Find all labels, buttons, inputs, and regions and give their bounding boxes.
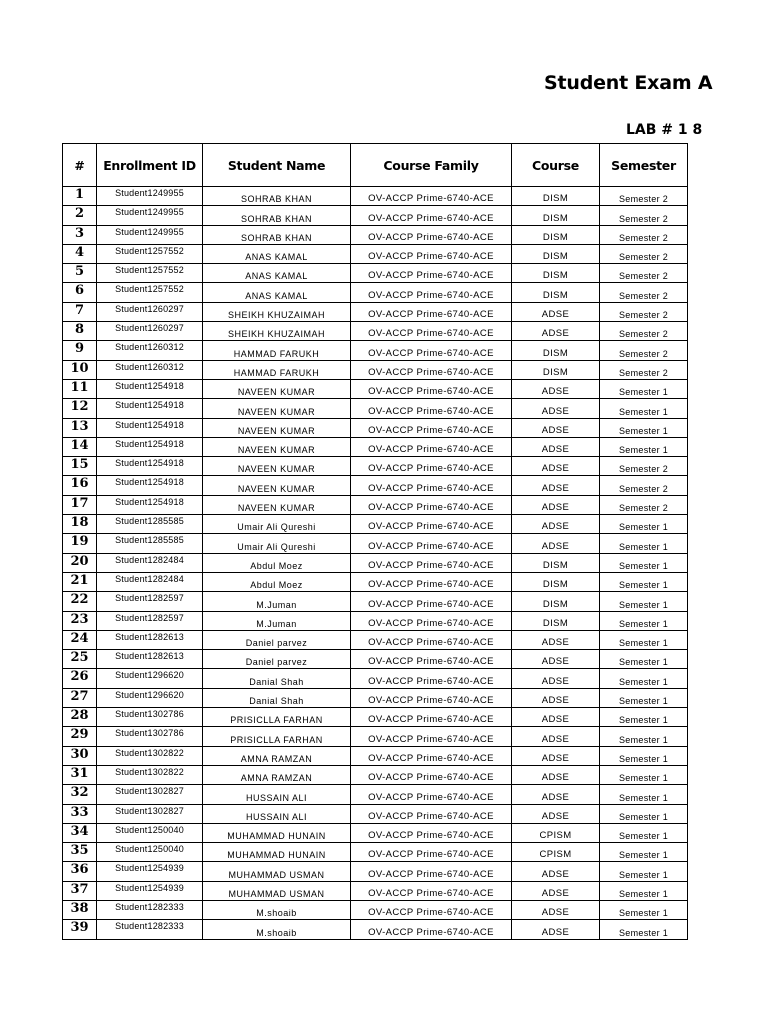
course-family-cell: OV-ACCP Prime-6740-ACE (351, 900, 512, 919)
student-name-cell: Umair Ali Qureshi (203, 515, 351, 534)
student-name-cell: M.Juman (203, 611, 351, 630)
course-cell: ADSE (512, 302, 600, 321)
course-cell: ADSE (512, 399, 600, 418)
course-cell: DISM (512, 592, 600, 611)
course-family-cell: OV-ACCP Prime-6740-ACE (351, 476, 512, 495)
row-number: 3 (63, 225, 97, 244)
table-row (63, 900, 688, 919)
course-family-cell: OV-ACCP Prime-6740-ACE (351, 457, 512, 476)
row-number: 16 (63, 476, 97, 495)
row-number: 38 (63, 900, 97, 919)
semester-cell: Semester 1 (600, 823, 688, 842)
row-number: 17 (63, 495, 97, 514)
semester-cell: Semester 1 (600, 669, 688, 688)
enrollment-id-cell: Student1302786 (97, 727, 203, 746)
course-cell: DISM (512, 611, 600, 630)
semester-cell: Semester 1 (600, 765, 688, 784)
course-cell: ADSE (512, 476, 600, 495)
semester-cell: Semester 1 (600, 399, 688, 418)
row-number: 28 (63, 708, 97, 727)
table-row (63, 225, 688, 244)
course-family-cell: OV-ACCP Prime-6740-ACE (351, 379, 512, 398)
student-name-cell: ANAS KAMAL (203, 244, 351, 263)
table-row (63, 495, 688, 514)
course-cell: DISM (512, 206, 600, 225)
course-cell: ADSE (512, 669, 600, 688)
enrollment-id-cell: Student1249955 (97, 187, 203, 206)
course-cell: ADSE (512, 727, 600, 746)
table-row (63, 283, 688, 302)
row-number: 1 (63, 187, 97, 206)
semester-cell: Semester 1 (600, 746, 688, 765)
semester-cell: Semester 1 (600, 650, 688, 669)
row-number: 19 (63, 534, 97, 553)
enrollment-id-cell: Student1249955 (97, 225, 203, 244)
row-number: 26 (63, 669, 97, 688)
semester-cell: Semester 2 (600, 187, 688, 206)
course-family-cell: OV-ACCP Prime-6740-ACE (351, 206, 512, 225)
enrollment-id-cell: Student1250040 (97, 843, 203, 862)
course-cell: ADSE (512, 804, 600, 823)
row-number: 37 (63, 881, 97, 900)
student-name-cell: AMNA RAMZAN (203, 746, 351, 765)
enrollment-id-cell: Student1282484 (97, 553, 203, 572)
enrollment-id-cell: Student1285585 (97, 515, 203, 534)
course-family-cell: OV-ACCP Prime-6740-ACE (351, 515, 512, 534)
table-row (63, 688, 688, 707)
semester-cell: Semester 1 (600, 572, 688, 591)
header-course-family: Course Family (351, 144, 512, 187)
table-row (63, 669, 688, 688)
lab-subtitle: LAB # 1 8 (626, 122, 703, 138)
semester-cell: Semester 2 (600, 283, 688, 302)
student-name-cell: ANAS KAMAL (203, 264, 351, 283)
semester-cell: Semester 2 (600, 322, 688, 341)
enrollment-id-cell: Student1254918 (97, 399, 203, 418)
table-row (63, 341, 688, 360)
enrollment-id-cell: Student1282484 (97, 572, 203, 591)
semester-cell: Semester 2 (600, 495, 688, 514)
semester-cell: Semester 1 (600, 785, 688, 804)
course-family-cell: OV-ACCP Prime-6740-ACE (351, 843, 512, 862)
enrollment-id-cell: Student1254939 (97, 862, 203, 881)
enrollment-id-cell: Student1285585 (97, 534, 203, 553)
student-name-cell: HUSSAIN ALI (203, 785, 351, 804)
enrollment-id-cell: Student1257552 (97, 244, 203, 263)
semester-cell: Semester 1 (600, 553, 688, 572)
semester-cell: Semester 1 (600, 630, 688, 649)
course-family-cell: OV-ACCP Prime-6740-ACE (351, 302, 512, 321)
row-number: 8 (63, 322, 97, 341)
course-family-cell: OV-ACCP Prime-6740-ACE (351, 244, 512, 263)
course-cell: ADSE (512, 495, 600, 514)
semester-cell: Semester 2 (600, 457, 688, 476)
table-row (63, 206, 688, 225)
row-number: 34 (63, 823, 97, 842)
student-name-cell: M.shoaib (203, 920, 351, 939)
course-cell: DISM (512, 572, 600, 591)
row-number: 27 (63, 688, 97, 707)
student-name-cell: NAVEEN KUMAR (203, 457, 351, 476)
row-number: 18 (63, 515, 97, 534)
course-cell: DISM (512, 553, 600, 572)
table-row (63, 592, 688, 611)
course-cell: DISM (512, 225, 600, 244)
course-family-cell: OV-ACCP Prime-6740-ACE (351, 746, 512, 765)
course-family-cell: OV-ACCP Prime-6740-ACE (351, 360, 512, 379)
table-row (63, 843, 688, 862)
table-row (63, 650, 688, 669)
table-row (63, 360, 688, 379)
enrollment-id-cell: Student1254918 (97, 495, 203, 514)
enrollment-id-cell: Student1282597 (97, 592, 203, 611)
course-cell: ADSE (512, 457, 600, 476)
student-name-cell: SOHRAB KHAN (203, 206, 351, 225)
semester-cell: Semester 1 (600, 592, 688, 611)
row-number: 20 (63, 553, 97, 572)
course-family-cell: OV-ACCP Prime-6740-ACE (351, 553, 512, 572)
student-name-cell: SOHRAB KHAN (203, 225, 351, 244)
row-number: 36 (63, 862, 97, 881)
row-number: 5 (63, 264, 97, 283)
student-name-cell: MUHAMMAD USMAN (203, 862, 351, 881)
course-family-cell: OV-ACCP Prime-6740-ACE (351, 920, 512, 939)
course-family-cell: OV-ACCP Prime-6740-ACE (351, 823, 512, 842)
semester-cell: Semester 2 (600, 244, 688, 263)
table-row (63, 379, 688, 398)
row-number: 6 (63, 283, 97, 302)
semester-cell: Semester 1 (600, 843, 688, 862)
course-cell: ADSE (512, 418, 600, 437)
student-name-cell: PRISICLLA FARHAN (203, 708, 351, 727)
course-family-cell: OV-ACCP Prime-6740-ACE (351, 611, 512, 630)
table-viewport (62, 143, 688, 943)
course-family-cell: OV-ACCP Prime-6740-ACE (351, 592, 512, 611)
enrollment-id-cell: Student1302822 (97, 765, 203, 784)
row-number: 32 (63, 785, 97, 804)
table-row (63, 746, 688, 765)
row-number: 14 (63, 437, 97, 456)
semester-cell: Semester 1 (600, 611, 688, 630)
semester-cell: Semester 1 (600, 920, 688, 939)
enrollment-id-cell: Student1250040 (97, 823, 203, 842)
row-number: 7 (63, 302, 97, 321)
enrollment-id-cell: Student1282613 (97, 650, 203, 669)
enrollment-id-cell: Student1296620 (97, 669, 203, 688)
enrollment-id-cell: Student1249955 (97, 206, 203, 225)
row-number: 21 (63, 572, 97, 591)
enrollment-id-cell: Student1296620 (97, 688, 203, 707)
enrollment-id-cell: Student1282613 (97, 630, 203, 649)
row-number: 39 (63, 920, 97, 939)
table-row (63, 437, 688, 456)
table-row (63, 457, 688, 476)
semester-cell: Semester 1 (600, 515, 688, 534)
course-cell: ADSE (512, 920, 600, 939)
student-name-cell: Daniel parvez (203, 650, 351, 669)
course-cell: CPISM (512, 823, 600, 842)
table-row (63, 302, 688, 321)
semester-cell: Semester 1 (600, 804, 688, 823)
course-family-cell: OV-ACCP Prime-6740-ACE (351, 862, 512, 881)
table-row (63, 630, 688, 649)
student-name-cell: ANAS KAMAL (203, 283, 351, 302)
student-name-cell: M.Juman (203, 592, 351, 611)
course-cell: ADSE (512, 534, 600, 553)
enrollment-id-cell: Student1260312 (97, 360, 203, 379)
row-number: 15 (63, 457, 97, 476)
course-family-cell: OV-ACCP Prime-6740-ACE (351, 804, 512, 823)
row-number: 11 (63, 379, 97, 398)
table-row (63, 399, 688, 418)
course-cell: ADSE (512, 688, 600, 707)
course-cell: ADSE (512, 708, 600, 727)
row-number: 4 (63, 244, 97, 263)
enrollment-id-cell: Student1254939 (97, 881, 203, 900)
table-row (63, 862, 688, 881)
row-number: 9 (63, 341, 97, 360)
course-cell: DISM (512, 283, 600, 302)
row-number: 13 (63, 418, 97, 437)
enrollment-id-cell: Student1282597 (97, 611, 203, 630)
course-cell: ADSE (512, 746, 600, 765)
semester-cell: Semester 2 (600, 302, 688, 321)
course-cell: ADSE (512, 785, 600, 804)
semester-cell: Semester 1 (600, 900, 688, 919)
enrollment-id-cell: Student1254918 (97, 437, 203, 456)
row-number: 30 (63, 746, 97, 765)
table-row (63, 708, 688, 727)
table-row (63, 418, 688, 437)
row-number: 25 (63, 650, 97, 669)
course-cell: DISM (512, 244, 600, 263)
table-row (63, 823, 688, 842)
course-family-cell: OV-ACCP Prime-6740-ACE (351, 283, 512, 302)
table-row (63, 572, 688, 591)
table-row (63, 534, 688, 553)
semester-cell: Semester 1 (600, 708, 688, 727)
student-name-cell: NAVEEN KUMAR (203, 379, 351, 398)
enrollment-id-cell: Student1282333 (97, 920, 203, 939)
table-row (63, 881, 688, 900)
semester-cell: Semester 2 (600, 360, 688, 379)
table-row (63, 515, 688, 534)
student-name-cell: Danial Shah (203, 688, 351, 707)
course-family-cell: OV-ACCP Prime-6740-ACE (351, 650, 512, 669)
course-family-cell: OV-ACCP Prime-6740-ACE (351, 765, 512, 784)
course-cell: DISM (512, 341, 600, 360)
semester-cell: Semester 1 (600, 862, 688, 881)
student-name-cell: AMNA RAMZAN (203, 765, 351, 784)
student-name-cell: NAVEEN KUMAR (203, 437, 351, 456)
student-name-cell: MUHAMMAD HUNAIN (203, 843, 351, 862)
course-family-cell: OV-ACCP Prime-6740-ACE (351, 399, 512, 418)
header-semester: Semester (600, 144, 688, 187)
course-family-cell: OV-ACCP Prime-6740-ACE (351, 264, 512, 283)
course-family-cell: OV-ACCP Prime-6740-ACE (351, 418, 512, 437)
enrollment-id-cell: Student1302786 (97, 708, 203, 727)
row-number: 35 (63, 843, 97, 862)
course-family-cell: OV-ACCP Prime-6740-ACE (351, 688, 512, 707)
course-cell: ADSE (512, 862, 600, 881)
course-cell: ADSE (512, 379, 600, 398)
student-name-cell: Daniel parvez (203, 630, 351, 649)
semester-cell: Semester 1 (600, 727, 688, 746)
course-cell: ADSE (512, 881, 600, 900)
row-number: 31 (63, 765, 97, 784)
enrollment-id-cell: Student1260297 (97, 322, 203, 341)
course-cell: ADSE (512, 515, 600, 534)
student-name-cell: NAVEEN KUMAR (203, 476, 351, 495)
student-name-cell: NAVEEN KUMAR (203, 418, 351, 437)
course-cell: DISM (512, 360, 600, 379)
enrollment-id-cell: Student1302827 (97, 804, 203, 823)
student-name-cell: NAVEEN KUMAR (203, 495, 351, 514)
student-name-cell: HAMMAD FARUKH (203, 360, 351, 379)
semester-cell: Semester 2 (600, 225, 688, 244)
header-student-name: Student Name (203, 144, 351, 187)
row-number: 23 (63, 611, 97, 630)
table-row (63, 187, 688, 206)
student-name-cell: Abdul Moez (203, 553, 351, 572)
semester-cell: Semester 1 (600, 534, 688, 553)
table-row (63, 804, 688, 823)
course-family-cell: OV-ACCP Prime-6740-ACE (351, 322, 512, 341)
course-cell: ADSE (512, 900, 600, 919)
student-name-cell: MUHAMMAD USMAN (203, 881, 351, 900)
course-cell: DISM (512, 187, 600, 206)
semester-cell: Semester 1 (600, 688, 688, 707)
enrollment-id-cell: Student1282333 (97, 900, 203, 919)
table-row (63, 553, 688, 572)
course-cell: ADSE (512, 322, 600, 341)
table-row (63, 264, 688, 283)
table-header-row (63, 144, 688, 187)
semester-cell: Semester 1 (600, 379, 688, 398)
course-family-cell: OV-ACCP Prime-6740-ACE (351, 630, 512, 649)
course-family-cell: OV-ACCP Prime-6740-ACE (351, 727, 512, 746)
student-name-cell: Abdul Moez (203, 572, 351, 591)
enrollment-id-cell: Student1260297 (97, 302, 203, 321)
enrollment-id-cell: Student1257552 (97, 264, 203, 283)
table-row (63, 765, 688, 784)
row-number: 12 (63, 399, 97, 418)
course-cell: ADSE (512, 437, 600, 456)
row-number: 33 (63, 804, 97, 823)
enrollment-id-cell: Student1302822 (97, 746, 203, 765)
enrollment-id-cell: Student1254918 (97, 457, 203, 476)
table-row (63, 727, 688, 746)
semester-cell: Semester 2 (600, 264, 688, 283)
student-name-cell: MUHAMMAD HUNAIN (203, 823, 351, 842)
course-family-cell: OV-ACCP Prime-6740-ACE (351, 572, 512, 591)
enrollment-id-cell: Student1302827 (97, 785, 203, 804)
table-row (63, 476, 688, 495)
student-name-cell: Danial Shah (203, 669, 351, 688)
course-family-cell: OV-ACCP Prime-6740-ACE (351, 341, 512, 360)
row-number: 24 (63, 630, 97, 649)
student-name-cell: Umair Ali Qureshi (203, 534, 351, 553)
enrollment-id-cell: Student1257552 (97, 283, 203, 302)
course-cell: CPISM (512, 843, 600, 862)
semester-cell: Semester 1 (600, 418, 688, 437)
page-title: Student Exam A (544, 72, 713, 94)
table-row (63, 785, 688, 804)
row-number: 22 (63, 592, 97, 611)
header-course: Course (512, 144, 600, 187)
enrollment-id-cell: Student1254918 (97, 418, 203, 437)
table-row (63, 611, 688, 630)
course-family-cell: OV-ACCP Prime-6740-ACE (351, 225, 512, 244)
course-family-cell: OV-ACCP Prime-6740-ACE (351, 881, 512, 900)
enrollment-id-cell: Student1254918 (97, 476, 203, 495)
course-cell: ADSE (512, 650, 600, 669)
course-family-cell: OV-ACCP Prime-6740-ACE (351, 785, 512, 804)
student-name-cell: SOHRAB KHAN (203, 187, 351, 206)
semester-cell: Semester 2 (600, 206, 688, 225)
student-name-cell: NAVEEN KUMAR (203, 399, 351, 418)
student-name-cell: PRISICLLA FARHAN (203, 727, 351, 746)
student-name-cell: M.shoaib (203, 900, 351, 919)
semester-cell: Semester 2 (600, 476, 688, 495)
semester-cell: Semester 2 (600, 341, 688, 360)
student-name-cell: SHEIKH KHUZAIMAH (203, 322, 351, 341)
table-row (63, 244, 688, 263)
enrollment-id-cell: Student1254918 (97, 379, 203, 398)
course-cell: ADSE (512, 765, 600, 784)
course-family-cell: OV-ACCP Prime-6740-ACE (351, 437, 512, 456)
course-cell: ADSE (512, 630, 600, 649)
student-name-cell: HUSSAIN ALI (203, 804, 351, 823)
course-cell: DISM (512, 264, 600, 283)
course-family-cell: OV-ACCP Prime-6740-ACE (351, 495, 512, 514)
table-row (63, 322, 688, 341)
course-family-cell: OV-ACCP Prime-6740-ACE (351, 669, 512, 688)
exam-table (62, 143, 688, 940)
table-row (63, 920, 688, 939)
row-number: 29 (63, 727, 97, 746)
header-number: # (63, 144, 97, 187)
semester-cell: Semester 1 (600, 437, 688, 456)
course-family-cell: OV-ACCP Prime-6740-ACE (351, 187, 512, 206)
course-family-cell: OV-ACCP Prime-6740-ACE (351, 534, 512, 553)
row-number: 2 (63, 206, 97, 225)
enrollment-id-cell: Student1260312 (97, 341, 203, 360)
semester-cell: Semester 1 (600, 881, 688, 900)
header-enrollment-id: Enrollment ID (97, 144, 203, 187)
row-number: 10 (63, 360, 97, 379)
student-name-cell: SHEIKH KHUZAIMAH (203, 302, 351, 321)
student-name-cell: HAMMAD FARUKH (203, 341, 351, 360)
course-family-cell: OV-ACCP Prime-6740-ACE (351, 708, 512, 727)
